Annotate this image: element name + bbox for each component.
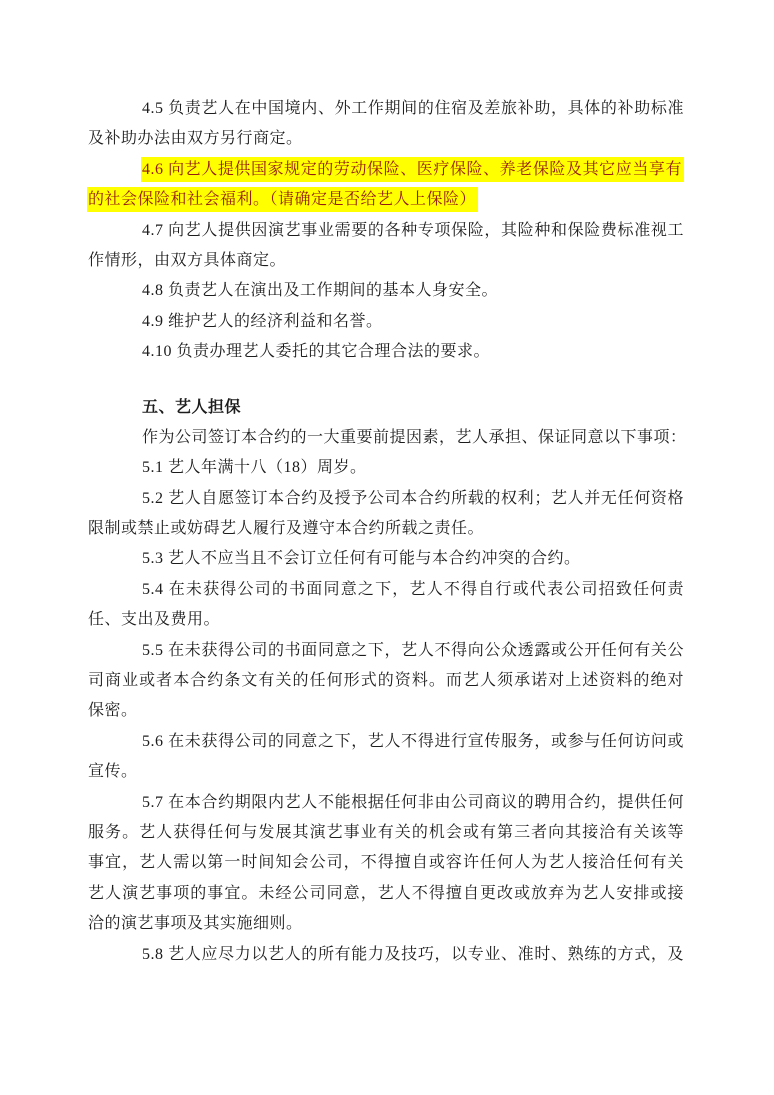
clause-4-6-line-1 bbox=[88, 155, 684, 185]
clause-4-9-line-1 bbox=[88, 307, 684, 337]
section-title-text: 五、艺人担保 bbox=[142, 398, 242, 416]
clause-text: 服务。艺人获得任何与发展其演艺事业有关的机会或有第三者向其接洽有关该等 bbox=[88, 823, 684, 841]
section-5-intro bbox=[88, 423, 687, 453]
clause-4-10 bbox=[88, 337, 684, 367]
clause-text: 5.2 艺人自愿签订本合约及授予公司本合约所载的权利；艺人并无任何资格 bbox=[142, 489, 684, 507]
clause-5-7-line-5 bbox=[88, 909, 684, 939]
clause-4-7 bbox=[88, 216, 684, 277]
clause-text: 5.5 在未获得公司的书面同意之下，艺人不得向公众透露或公开任何有关公 bbox=[142, 641, 684, 659]
clause-5-5-line-1 bbox=[88, 636, 684, 666]
clause-5-5-line-2 bbox=[88, 666, 684, 696]
clause-5-4-line-1 bbox=[88, 575, 684, 605]
clause-text: 4.7 向艺人提供因演艺事业需要的各种专项保险，其险种和保险费标准视工 bbox=[142, 221, 684, 239]
clause-4-5-line-2 bbox=[88, 124, 684, 154]
clause-text: 5.3 艺人不应当且不会订立任何有可能与本合约冲突的合约。 bbox=[142, 550, 581, 568]
clause-5-7-line-3 bbox=[88, 848, 684, 878]
clause-text: 4.5 负责艺人在中国境内、外工作期间的住宿及差旅补助，具体的补助标准 bbox=[142, 100, 684, 117]
clause-5-7-line-1 bbox=[88, 788, 684, 818]
clause-text: 4.9 维护艺人的经济利益和名誉。 bbox=[142, 312, 383, 330]
clause-5-6 bbox=[88, 727, 684, 788]
clause-text: 及补助办法由双方另行商定。 bbox=[88, 130, 303, 148]
clause-5-3 bbox=[88, 544, 684, 574]
clause-4-6-highlighted bbox=[88, 155, 684, 216]
clause-5-1 bbox=[88, 453, 684, 483]
clause-text: 洽的演艺事项及其实施细则。 bbox=[88, 915, 303, 933]
clause-4-7-line-1 bbox=[88, 216, 684, 246]
clause-text: 宣传。 bbox=[88, 763, 138, 781]
clause-text: 5.1 艺人年满十八（18）周岁。 bbox=[142, 459, 367, 477]
clause-5-7-line-4 bbox=[88, 879, 684, 909]
clause-4-10-line-1 bbox=[88, 337, 684, 367]
clause-text: 限制或禁止或妨碍艺人履行及遵守本合约所载之责任。 bbox=[88, 520, 485, 538]
clause-text: 5.7 在本合约期限内艺人不能根据任何非由公司商议的聘用合约，提供任何 bbox=[142, 793, 684, 811]
clause-text: 5.6 在未获得公司的同意之下，艺人不得进行宣传服务，或参与任何访问或 bbox=[142, 732, 684, 750]
clause-4-8-line-1 bbox=[88, 276, 684, 306]
clause-5-2-line-1 bbox=[88, 484, 684, 514]
clause-text: 艺人演艺事项的事宜。未经公司同意，艺人不得擅自更改或放弃为艺人安排或接 bbox=[88, 884, 684, 902]
clause-4-6-line-2 bbox=[88, 185, 684, 215]
clause-text: 司商业或者本合约条文有关的任何形式的资料。而艺人须承诺对上述资料的绝对 bbox=[88, 672, 684, 690]
section-5-title bbox=[88, 393, 684, 423]
clause-text: 保密。 bbox=[88, 702, 138, 720]
clause-text: 作为公司签订本合约的一大重要前提因素，艺人承担、保证同意以下事项： bbox=[142, 428, 687, 446]
clause-text: 4.10 负责办理艺人委托的其它合理合法的要求。 bbox=[142, 343, 491, 361]
clause-text: 任、支出及费用。 bbox=[88, 611, 221, 629]
clause-4-8 bbox=[88, 276, 684, 306]
clause-4-5-line-1 bbox=[88, 94, 684, 124]
clause-5-8 bbox=[88, 940, 684, 970]
clause-text: 作情形，由双方具体商定。 bbox=[88, 251, 287, 269]
clause-5-4 bbox=[88, 575, 684, 636]
section-gap bbox=[88, 368, 684, 393]
clause-5-8-line-1 bbox=[88, 940, 684, 970]
clause-5-3-line-1 bbox=[88, 544, 684, 574]
clause-5-7 bbox=[88, 788, 684, 940]
section-5-intro-line-1 bbox=[88, 423, 687, 453]
clause-text: 5.8 艺人应尽力以艺人的所有能力及技巧，以专业、准时、熟练的方式，及 bbox=[142, 945, 684, 963]
highlighted-clause-text: 4.6 向艺人提供国家规定的劳动保险、医疗保险、养老保险及其它应当享有 bbox=[141, 157, 684, 182]
clause-5-6-line-2 bbox=[88, 757, 684, 787]
clause-5-7-line-2 bbox=[88, 818, 684, 848]
clause-4-5 bbox=[88, 94, 684, 155]
highlighted-clause-text: 的社会保险和社会福利。（请确定是否给艺人上保险） bbox=[87, 187, 478, 212]
clause-4-9 bbox=[88, 307, 684, 337]
clause-5-6-line-1 bbox=[88, 727, 684, 757]
clause-5-5-line-3 bbox=[88, 696, 684, 726]
clause-5-5 bbox=[88, 636, 684, 727]
clause-5-2-line-2 bbox=[88, 514, 684, 544]
clause-5-4-line-2 bbox=[88, 605, 684, 635]
clause-5-1-line-1 bbox=[88, 453, 684, 483]
clause-5-2 bbox=[88, 484, 684, 545]
clause-text: 4.8 负责艺人在演出及工作期间的基本人身安全。 bbox=[142, 282, 499, 300]
section-5-heading bbox=[88, 393, 684, 423]
clause-text: 5.4 在未获得公司的书面同意之下，艺人不得自行或代表公司招致任何责 bbox=[142, 580, 684, 598]
clause-text: 事宜，艺人需以第一时间知会公司，不得擅自或容许任何人为艺人接洽任何有关 bbox=[88, 854, 684, 872]
clause-4-7-line-2 bbox=[88, 246, 684, 276]
